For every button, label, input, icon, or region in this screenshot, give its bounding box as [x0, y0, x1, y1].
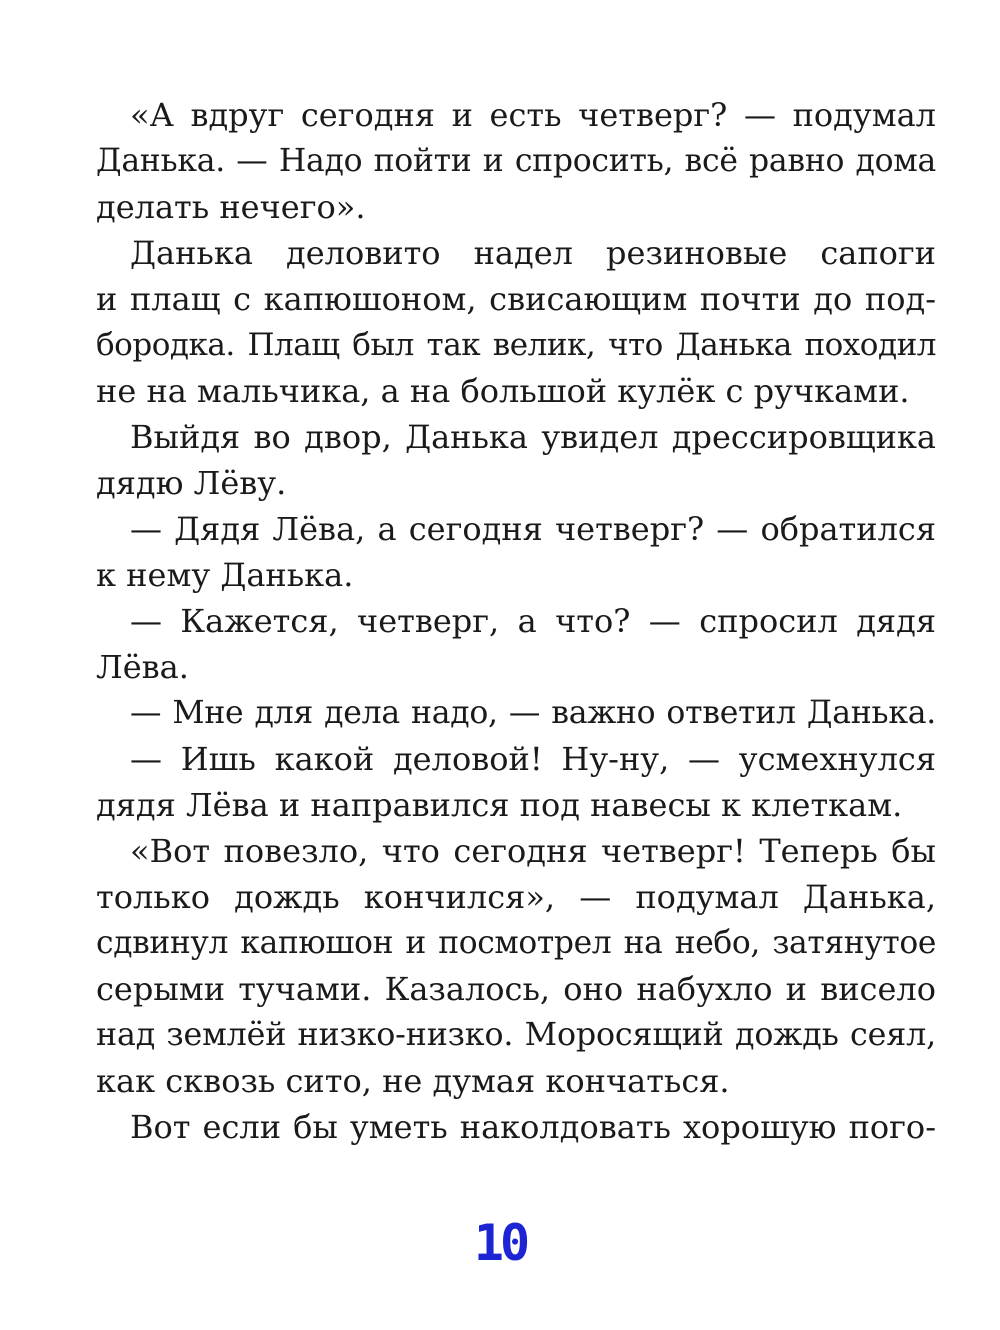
text-line: Лёва.: [96, 648, 189, 686]
text-line: не на мальчика, а на большой кулёк с ручками.: [96, 372, 910, 410]
body-text: [96, 92, 936, 1150]
text-line: — Кажется, четверг, а что? — спросил дядя: [130, 602, 936, 640]
paragraph: [96, 736, 936, 828]
paragraph: [96, 598, 936, 690]
text-line: над землёй низко-низко. Моросящий дождь сеял,: [96, 1017, 936, 1053]
paragraph: [96, 230, 936, 414]
text-line: как сквозь сито, не думая кончаться.: [96, 1062, 730, 1100]
text-line: серыми тучами. Казалось, оно набухло и висело: [96, 970, 936, 1008]
paragraph: [96, 1104, 936, 1150]
text-line: дядя Лёва и направился под навесы к клеткам.: [96, 786, 903, 824]
text-line: «А вдруг сегодня и есть четверг? — подумал: [130, 96, 936, 134]
text-line: — Ишь какой деловой! Ну-ну, — усмехнулся: [130, 740, 936, 778]
text-line: только дождь кончился», — подумал Данька,: [96, 878, 936, 916]
text-line: Данька. — Надо пойти и спросить, всё равно дома: [96, 143, 936, 179]
text-line: Выйдя во двор, Данька увидел дрессировщика: [130, 418, 936, 456]
text-line: к нему Данька.: [96, 556, 354, 594]
text-line: делать нечего».: [96, 188, 366, 226]
text-line: «Вот повезло, что сегодня четверг! Теперь бы: [130, 832, 936, 870]
paragraph: [96, 828, 936, 1104]
text-line: бородка. Плащ был так велик, что Данька походил: [96, 327, 936, 363]
text-line: — Мне для дела надо, — важно ответил Данька.: [130, 695, 936, 731]
paragraph: [96, 92, 936, 230]
text-line: — Дядя Лёва, а сегодня четверг? — обратился: [130, 510, 936, 548]
paragraph: [96, 690, 936, 736]
text-line: сдвинул капюшон и посмотрел на небо, затянутое: [96, 925, 936, 961]
text-line: дядю Лёву.: [96, 464, 287, 502]
paragraph: [96, 506, 936, 598]
page-number: 10: [473, 1214, 527, 1272]
text-line: Вот если бы уметь наколдовать хорошую пого-: [130, 1108, 936, 1146]
text-line: Данька деловито надел резиновые сапоги: [130, 234, 936, 272]
text-line: и плащ с капюшоном, свисающим почти до под-: [96, 280, 936, 318]
paragraph: [96, 414, 936, 506]
